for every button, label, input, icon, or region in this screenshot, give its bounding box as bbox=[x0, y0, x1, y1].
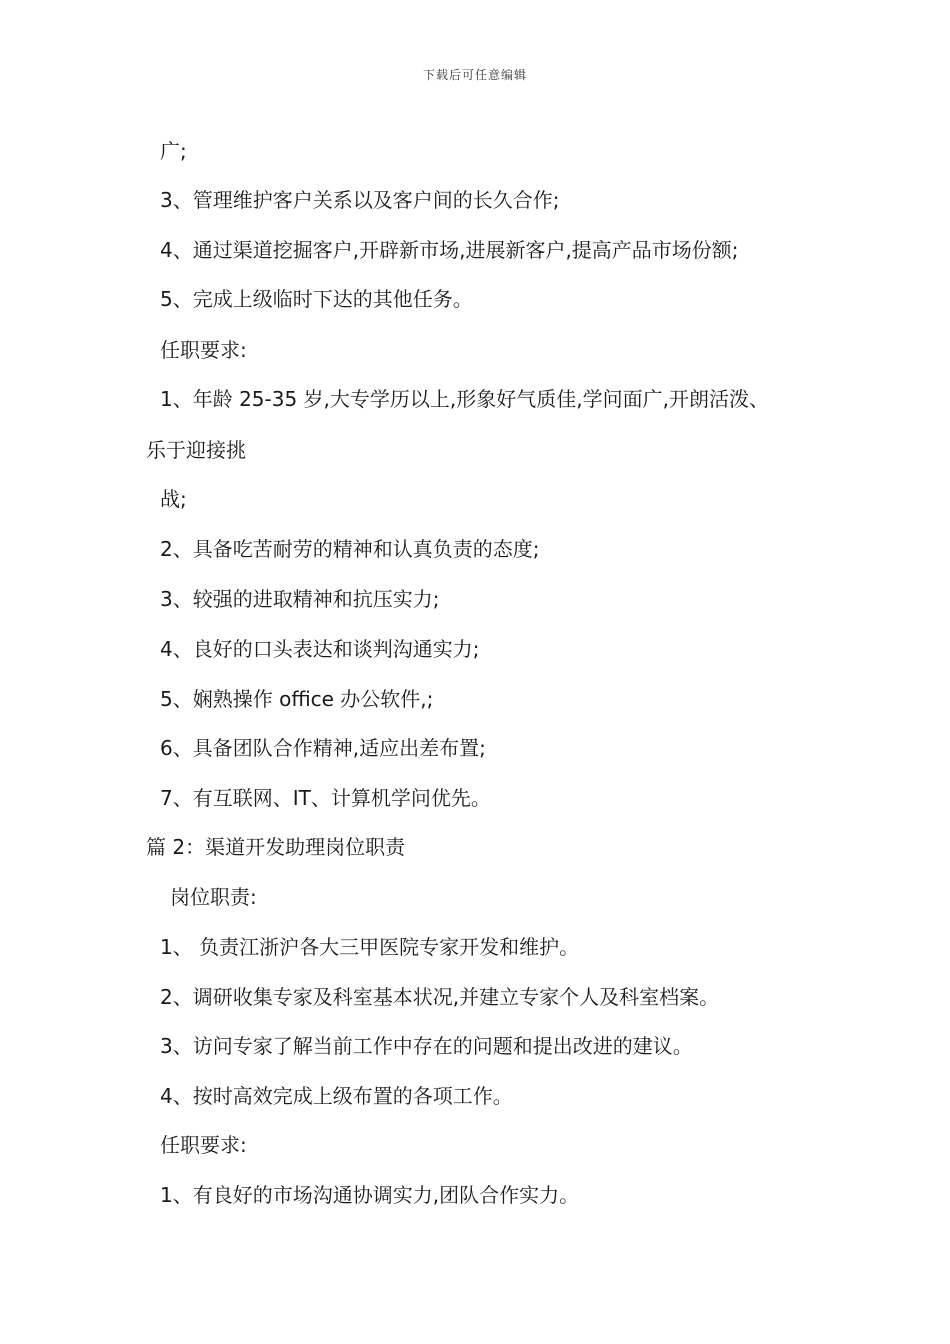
text-line: 4、良好的口头表达和谈判沟通实力; bbox=[160, 637, 480, 661]
text-line: 1、年龄 25-35 岁,大专学历以上,形象好气质佳,学问面广,开朗活泼、 bbox=[160, 387, 769, 411]
text-line: 4、通过渠道挖掘客户,开辟新市场,进展新客户,提高产品市场份额; bbox=[160, 238, 739, 262]
text-line: 4、按时高效完成上级布置的各项工作。 bbox=[160, 1084, 513, 1108]
section-heading: 岗位职责: bbox=[170, 885, 257, 909]
section-heading: 任职要求: bbox=[160, 1133, 247, 1157]
page-header: 下载后可任意编辑 bbox=[422, 68, 527, 82]
text-line: 6、具备团队合作精神,适应出差布置; bbox=[160, 736, 486, 760]
text-line: 战; bbox=[160, 487, 187, 511]
text-line: 7、有互联网、IT、计算机学问优先。 bbox=[160, 786, 491, 810]
text-line: 乐于迎接挑 bbox=[146, 438, 246, 462]
text-line: 1、 负责江浙沪各大三甲医院专家开发和维护。 bbox=[160, 935, 580, 959]
section-heading: 任职要求: bbox=[160, 338, 247, 362]
text-line: 2、调研收集专家及科室基本状况,并建立专家个人及科室档案。 bbox=[160, 985, 720, 1009]
text-line: 3、访问专家了解当前工作中存在的问题和提出改进的建议。 bbox=[160, 1034, 693, 1058]
text-line: 3、管理维护客户关系以及客户间的长久合作; bbox=[160, 188, 560, 212]
section-title: 篇 2：渠道开发助理岗位职责 bbox=[146, 835, 406, 859]
text-line: 2、具备吃苦耐劳的精神和认真负责的态度; bbox=[160, 537, 540, 561]
text-line: 1、有良好的市场沟通协调实力,团队合作实力。 bbox=[160, 1183, 580, 1207]
text-line: 5、完成上级临时下达的其他任务。 bbox=[160, 287, 473, 311]
text-line: 5、娴熟操作 office 办公软件,; bbox=[160, 687, 434, 711]
text-line: 广; bbox=[160, 139, 187, 163]
text-line: 3、较强的进取精神和抗压实力; bbox=[160, 587, 440, 611]
